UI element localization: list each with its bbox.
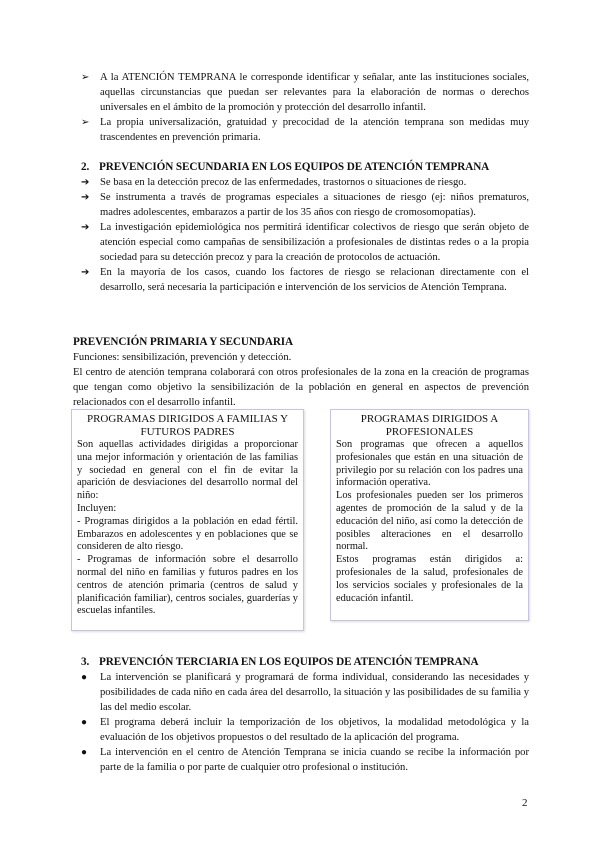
box-title: PROGRAMAS DIRIGIDOS A FAMILIAS Y FUTUROS PADRES xyxy=(86,413,289,438)
box-paragraph: Son programas que ofrecen a aquellos profesionales que están en una situación de privilegio por su relación con los padres una información operativa. xyxy=(336,439,523,489)
section-2 xyxy=(73,160,529,295)
section-title: PREVENCIÓN SECUNDARIA EN LOS EQUIPOS DE ATENCIÓN TEMPRANA xyxy=(99,161,490,173)
box-paragraph: Los profesionales pueden ser los primeros agentes de promoción de la salud y de la educación del niño, así como la detección de posibles alteraciones en el desarrollo normal. xyxy=(336,490,523,553)
list-item xyxy=(73,220,529,265)
arrow-bullet-icon: ➔ xyxy=(81,177,90,188)
box-paragraph: - Programas dirigidos a la población en edad fértil. Embarazos en adolescentes y en poblaciones que se consideren de alto riesgo. xyxy=(77,515,298,553)
bullet-dot-icon: ● xyxy=(81,672,88,683)
list-item xyxy=(73,670,529,715)
list-item-text: Se basa en la detección precoz de las enfermedades, trastornos o situaciones de riesgo. xyxy=(100,177,467,188)
primary-secondary-heading: PREVENCIÓN PRIMARIA Y SECUNDARIA xyxy=(73,336,294,348)
arrowhead-bullet-icon: ➢ xyxy=(81,117,90,128)
list-item-text: El programa deberá incluir la temporización de los objetivos, la modalidad metodológica y la evaluación de los objetivos propuestos o del resultado de la aplicación del programa. xyxy=(100,717,529,743)
functions-text: Funciones: sensibilización, prevención y detección. xyxy=(73,352,292,363)
section-number: 2. xyxy=(81,161,90,173)
list-item-text: La investigación epidemiológica nos permitirá identificar colectivos de riesgo que serán objeto de atención especial como campañas de sensibilización a profesionales de distintas redes o a la propia sociedad para su detección precoz y para la creación de protocolos de actuación. xyxy=(100,222,529,263)
arrowhead-bullet-icon: ➢ xyxy=(81,72,90,83)
section-title: PREVENCIÓN TERCIARIA EN LOS EQUIPOS DE ATENCIÓN TEMPRANA xyxy=(99,656,479,668)
primary-secondary-paragraph: El centro de atención temprana colaborará con otros profesionales de la zona en la creación de programas que tengan como objetivo la sensibilización de la población en general en aspectos de prevención relacionados con el desarrollo infantil. xyxy=(73,367,529,408)
box-paragraph: Incluyen: xyxy=(77,502,117,514)
list-item-text: En la mayoría de los casos, cuando los factores de riesgo se relacionan directamente con el desarrollo, será necesaria la participación e intervención de los servicios de Atención Temprana. xyxy=(100,267,529,293)
list-item xyxy=(73,115,529,145)
list-item-text: La intervención se planificará y programará de forma individual, considerando las necesidades y posibilidades de cada niño en cada área del desarrollo, la situación y las posibilidades de su familia y las del medio escolar. xyxy=(100,672,529,713)
box-title: PROGRAMAS DIRIGIDOS A PROFESIONALES xyxy=(360,413,499,438)
professionals-programs-box xyxy=(330,409,529,621)
arrow-bullet-icon: ➔ xyxy=(81,267,90,278)
box-paragraph: - Programas de información sobre el desarrollo normal del niño en familias y futuros padres en los centros de atención primaria (centros de salud y planificación familiar), centros sociales, guarderías y escuelas infantiles. xyxy=(77,554,298,617)
list-item-text: A la ATENCIÓN TEMPRANA le corresponde identificar y señalar, ante las instituciones sociales, aquellas circunstancias que puedan ser relevantes para la elaboración de normas o derechos universales en el ámbito de la promoción y protección del desarrollo infantil. xyxy=(100,72,529,113)
box-paragraph: Estos programas están dirigidos a: profesionales de la salud, profesionales de los servicios sociales y profesionales de la educación infantil. xyxy=(336,554,523,604)
list-item-text: Se instrumenta a través de programas especiales a situaciones de riesgo (ej: niños prematuros, madres adolescentes, embarazos a partir de los 35 años con riesgo de cromosomopatías). xyxy=(100,192,529,218)
bullet-dot-icon: ● xyxy=(81,747,88,758)
primary-secondary-section xyxy=(73,335,529,410)
list-item-text: La intervención en el centro de Atención Temprana se inicia cuando se recibe la información por parte de la familia o por parte de cualquier otro profesional o institución. xyxy=(100,747,529,773)
list-item xyxy=(73,715,529,745)
list-item xyxy=(73,70,529,115)
section-number: 3. xyxy=(81,656,90,668)
section-2-heading xyxy=(73,160,529,175)
list-item xyxy=(73,190,529,220)
box-paragraph: Son aquellas actividades dirigidas a proporcionar una mejor información y orientación de las familias y sociedad en general con el fin de evitar la aparición de desviaciones del desarrollo normal del niño: xyxy=(77,439,298,502)
section-3 xyxy=(73,655,529,775)
families-programs-box xyxy=(71,409,304,631)
section-3-heading xyxy=(73,655,529,670)
list-item xyxy=(73,175,529,190)
page-number: 2 xyxy=(522,797,528,809)
arrow-bullet-icon: ➔ xyxy=(81,192,90,203)
bullet-dot-icon: ● xyxy=(81,717,88,728)
arrow-bullet-icon: ➔ xyxy=(81,222,90,233)
list-item xyxy=(73,265,529,295)
list-item-text: La propia universalización, gratuidad y precocidad de la atención temprana son medidas muy trascendentes en prevención primaria. xyxy=(100,117,529,143)
list-item xyxy=(73,745,529,775)
intro-bullet-list xyxy=(73,70,529,145)
